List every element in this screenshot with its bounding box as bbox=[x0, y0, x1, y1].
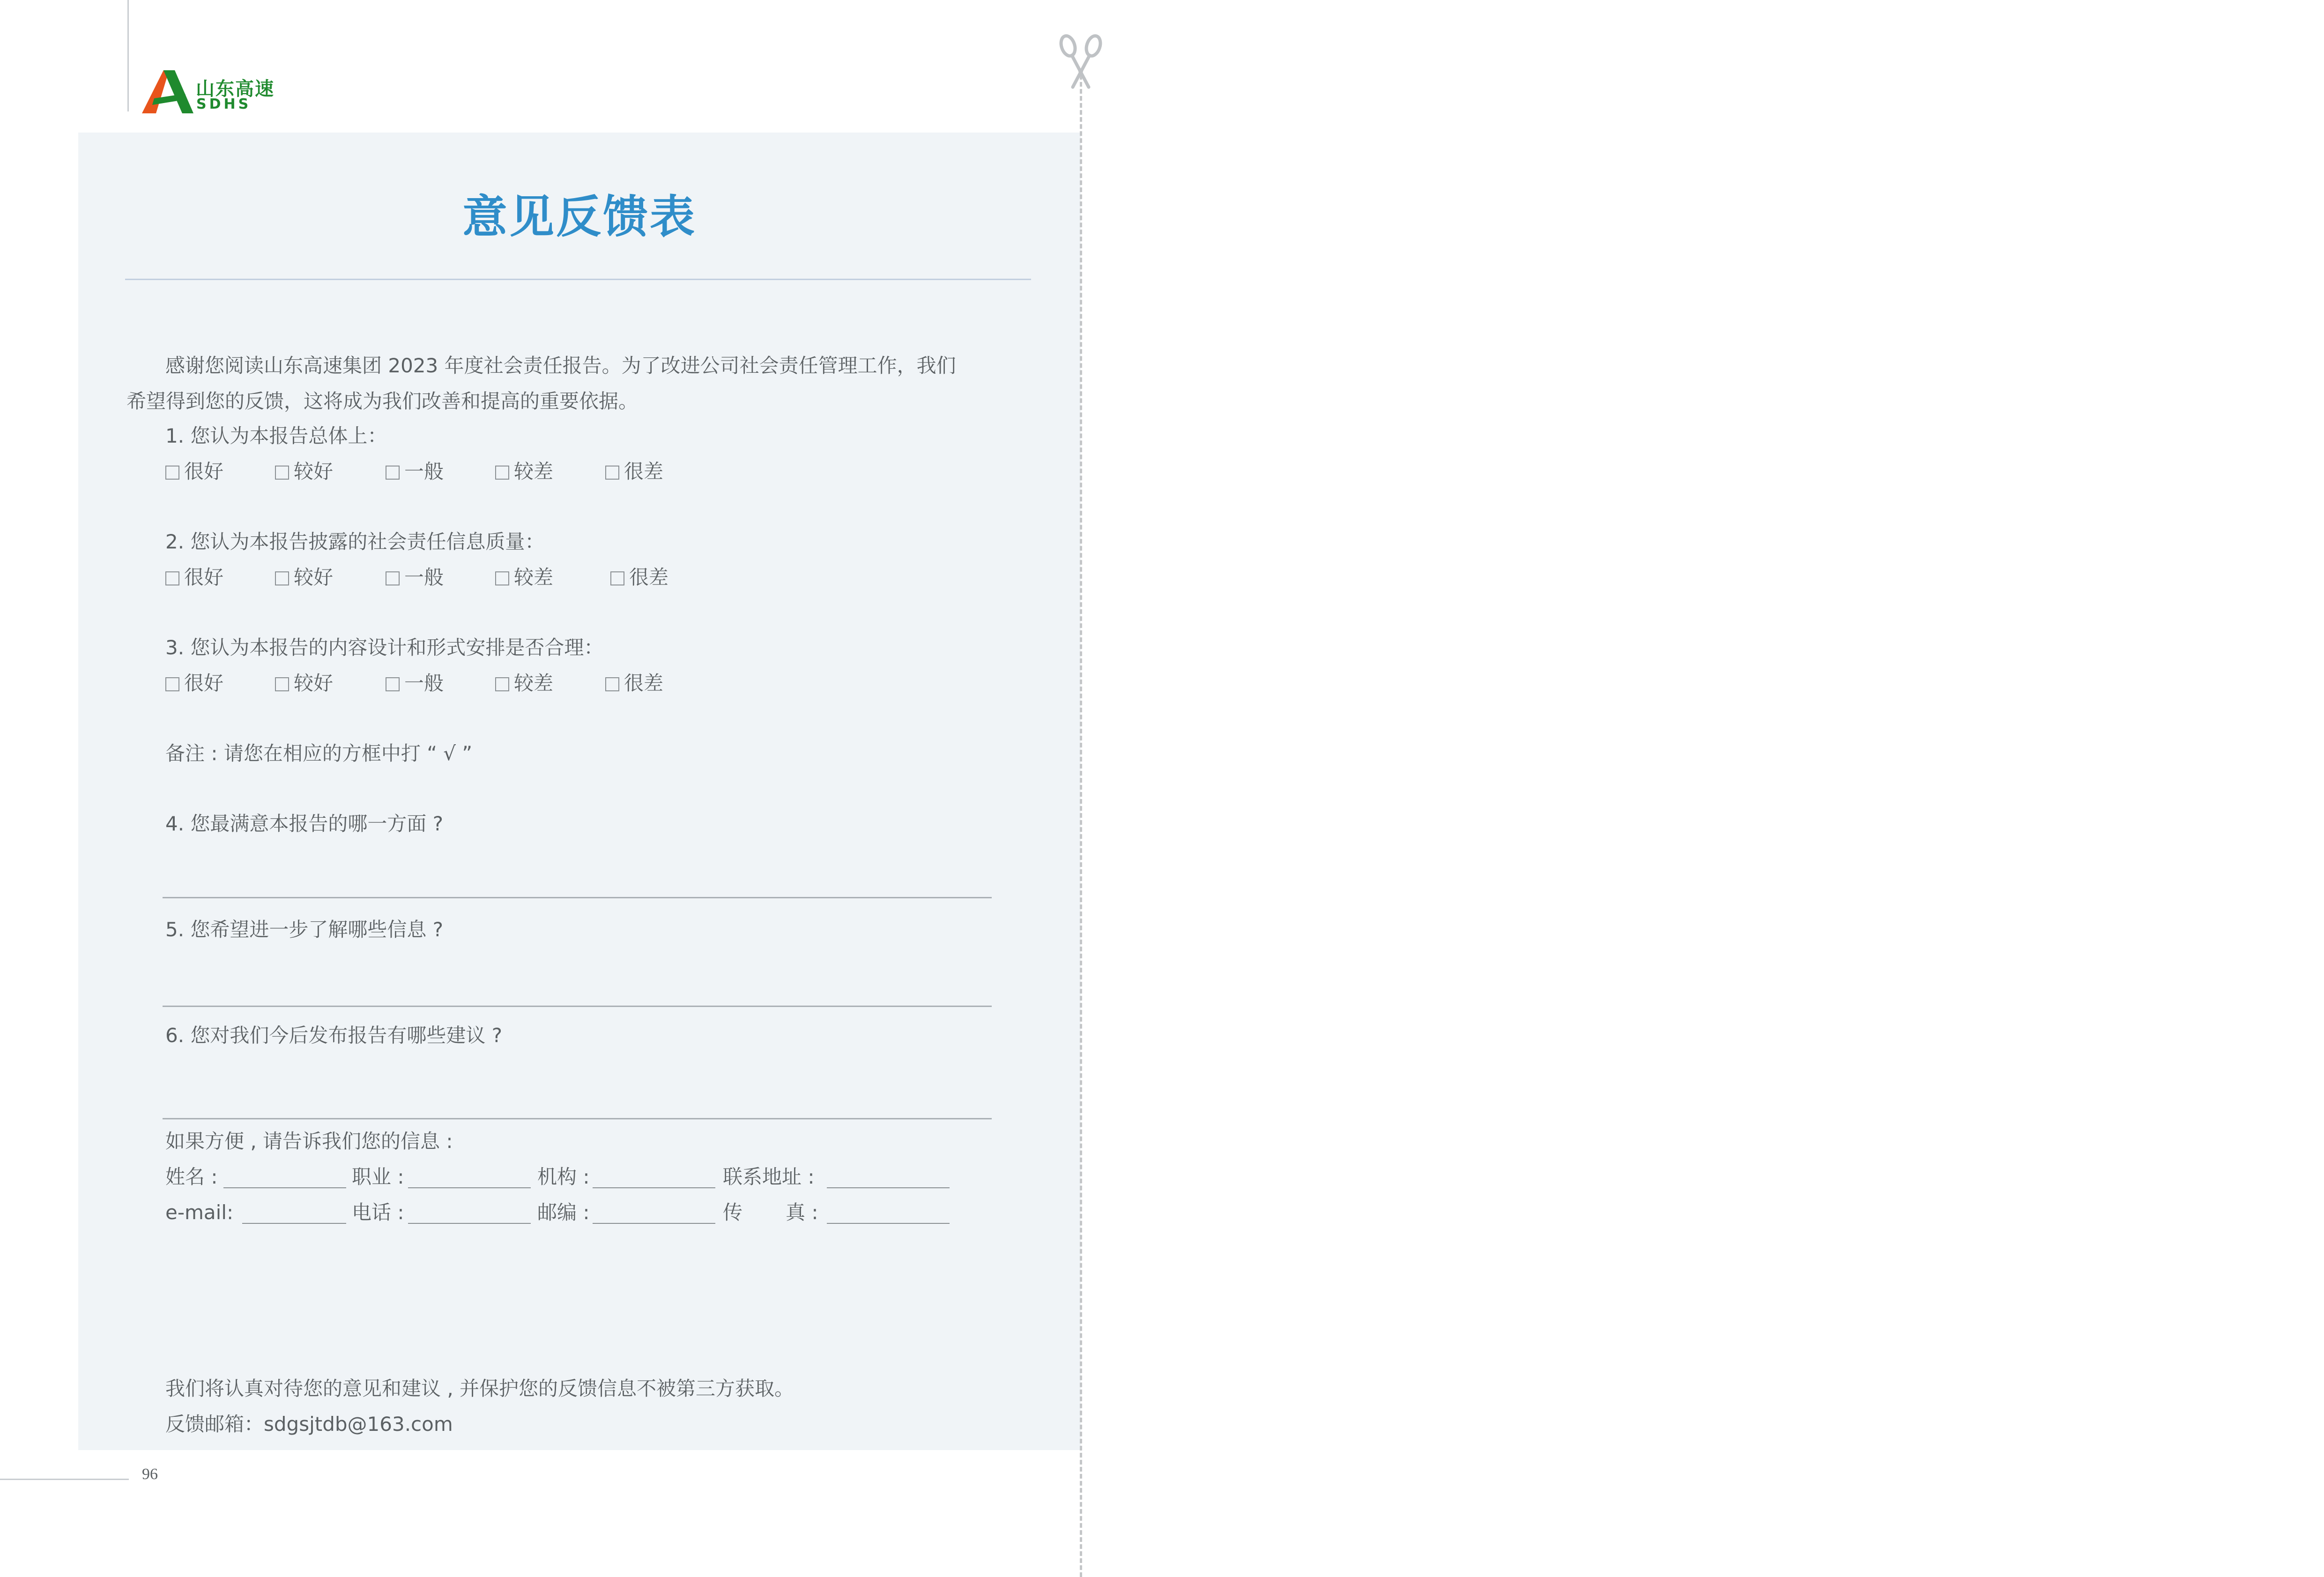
q1-option-average[interactable]: 一般 bbox=[386, 459, 444, 484]
sdhs-logo bbox=[142, 70, 292, 114]
q3-option-very-good[interactable]: 很好 bbox=[165, 671, 223, 696]
checkbox[interactable] bbox=[275, 571, 289, 585]
intro-text-line-1: 感谢您阅读山东高速集团 2023 年度社会责任报告。为了改进公司社会责任管理工作，我们 bbox=[165, 354, 956, 377]
email-field[interactable] bbox=[242, 1205, 346, 1224]
intro-text-line-2: 希望得到您的反馈，这将成为我们改善和提高的重要依据。 bbox=[126, 390, 639, 413]
checkbox[interactable] bbox=[275, 677, 289, 691]
checkbox[interactable] bbox=[165, 677, 179, 691]
checkmark-note: 备注 : 请您在相应的方框中打 “ √ ” bbox=[165, 742, 473, 765]
question-1-label: 1. 您认为本报告总体上： bbox=[165, 424, 387, 447]
checkbox[interactable] bbox=[605, 677, 619, 691]
feedback-form-panel bbox=[78, 133, 1081, 1450]
checkbox[interactable] bbox=[386, 571, 400, 585]
question-5-label: 5. 您希望进一步了解哪些信息 ? bbox=[165, 918, 444, 941]
page-number: 96 bbox=[142, 1466, 158, 1483]
job-label: 职业 : bbox=[352, 1165, 404, 1188]
scissors-icon bbox=[1055, 32, 1106, 93]
question-3-label: 3. 您认为本报告的内容设计和形式安排是否合理： bbox=[165, 636, 604, 659]
checkbox[interactable] bbox=[386, 677, 400, 691]
contact-intro: 如果方便 , 请告诉我们您的信息 : bbox=[165, 1130, 453, 1153]
name-label: 姓名 : bbox=[165, 1165, 218, 1188]
header-rule bbox=[127, 0, 129, 111]
q3-option-average[interactable]: 一般 bbox=[386, 671, 444, 696]
checkbox[interactable] bbox=[386, 466, 400, 480]
q1-option-good[interactable]: 较好 bbox=[275, 459, 333, 484]
checkbox[interactable] bbox=[495, 677, 509, 691]
footer-rule bbox=[0, 1479, 129, 1480]
q2-option-average[interactable]: 一般 bbox=[386, 565, 444, 590]
question-4-answer-line[interactable] bbox=[163, 897, 992, 898]
fax-label-part-1: 传 bbox=[723, 1201, 743, 1224]
question-2-label: 2. 您认为本报告披露的社会责任信息质量： bbox=[165, 530, 545, 553]
name-field[interactable] bbox=[223, 1170, 346, 1188]
postcode-field[interactable] bbox=[593, 1205, 715, 1224]
question-6-label: 6. 您对我们今后发布报告有哪些建议 ? bbox=[165, 1024, 503, 1047]
email-label: e-mail: bbox=[165, 1201, 234, 1224]
fax-field[interactable] bbox=[827, 1205, 950, 1224]
q2-option-good[interactable]: 较好 bbox=[275, 565, 333, 590]
privacy-statement: 我们将认真对待您的意见和建议 , 并保护您的反馈信息不被第三方获取。 bbox=[165, 1377, 794, 1400]
q1-option-very-poor[interactable]: 很差 bbox=[605, 459, 663, 484]
title-divider bbox=[125, 279, 1031, 280]
fax-label-part-2: 真 : bbox=[786, 1201, 818, 1224]
q2-option-poor[interactable]: 较差 bbox=[495, 565, 553, 590]
checkbox[interactable] bbox=[605, 466, 619, 480]
address-field[interactable] bbox=[827, 1170, 950, 1188]
phone-field[interactable] bbox=[408, 1205, 531, 1224]
cut-line bbox=[1080, 75, 1082, 1577]
checkbox[interactable] bbox=[275, 466, 289, 480]
logo-mark-icon bbox=[142, 70, 194, 113]
q2-option-very-poor[interactable]: 很差 bbox=[610, 565, 668, 590]
org-field[interactable] bbox=[593, 1170, 715, 1188]
checkbox[interactable] bbox=[610, 571, 624, 585]
q3-option-very-poor[interactable]: 很差 bbox=[605, 671, 663, 696]
postcode-label: 邮编 : bbox=[537, 1201, 590, 1224]
org-label: 机构 : bbox=[537, 1165, 590, 1188]
feedback-email: 反馈邮箱：sdgsjtdb@163.com bbox=[165, 1413, 453, 1436]
address-label: 联系地址 : bbox=[723, 1165, 815, 1188]
q1-option-poor[interactable]: 较差 bbox=[495, 459, 553, 484]
checkbox[interactable] bbox=[495, 466, 509, 480]
phone-label: 电话 : bbox=[352, 1201, 404, 1224]
checkbox[interactable] bbox=[165, 571, 179, 585]
job-field[interactable] bbox=[408, 1170, 531, 1188]
checkbox[interactable] bbox=[165, 466, 179, 480]
checkbox[interactable] bbox=[495, 571, 509, 585]
q2-option-very-good[interactable]: 很好 bbox=[165, 565, 223, 590]
question-6-answer-line[interactable] bbox=[163, 1118, 992, 1119]
q3-option-poor[interactable]: 较差 bbox=[495, 671, 553, 696]
logo-chinese-name: 山东高速 bbox=[196, 78, 275, 100]
q1-option-very-good[interactable]: 很好 bbox=[165, 459, 223, 484]
logo-english-name: SDHS bbox=[196, 96, 252, 112]
question-4-label: 4. 您最满意本报告的哪一方面 ? bbox=[165, 812, 444, 835]
q3-option-good[interactable]: 较好 bbox=[275, 671, 333, 696]
form-title: 意见反馈表 bbox=[462, 191, 697, 243]
question-5-answer-line[interactable] bbox=[163, 1006, 992, 1007]
